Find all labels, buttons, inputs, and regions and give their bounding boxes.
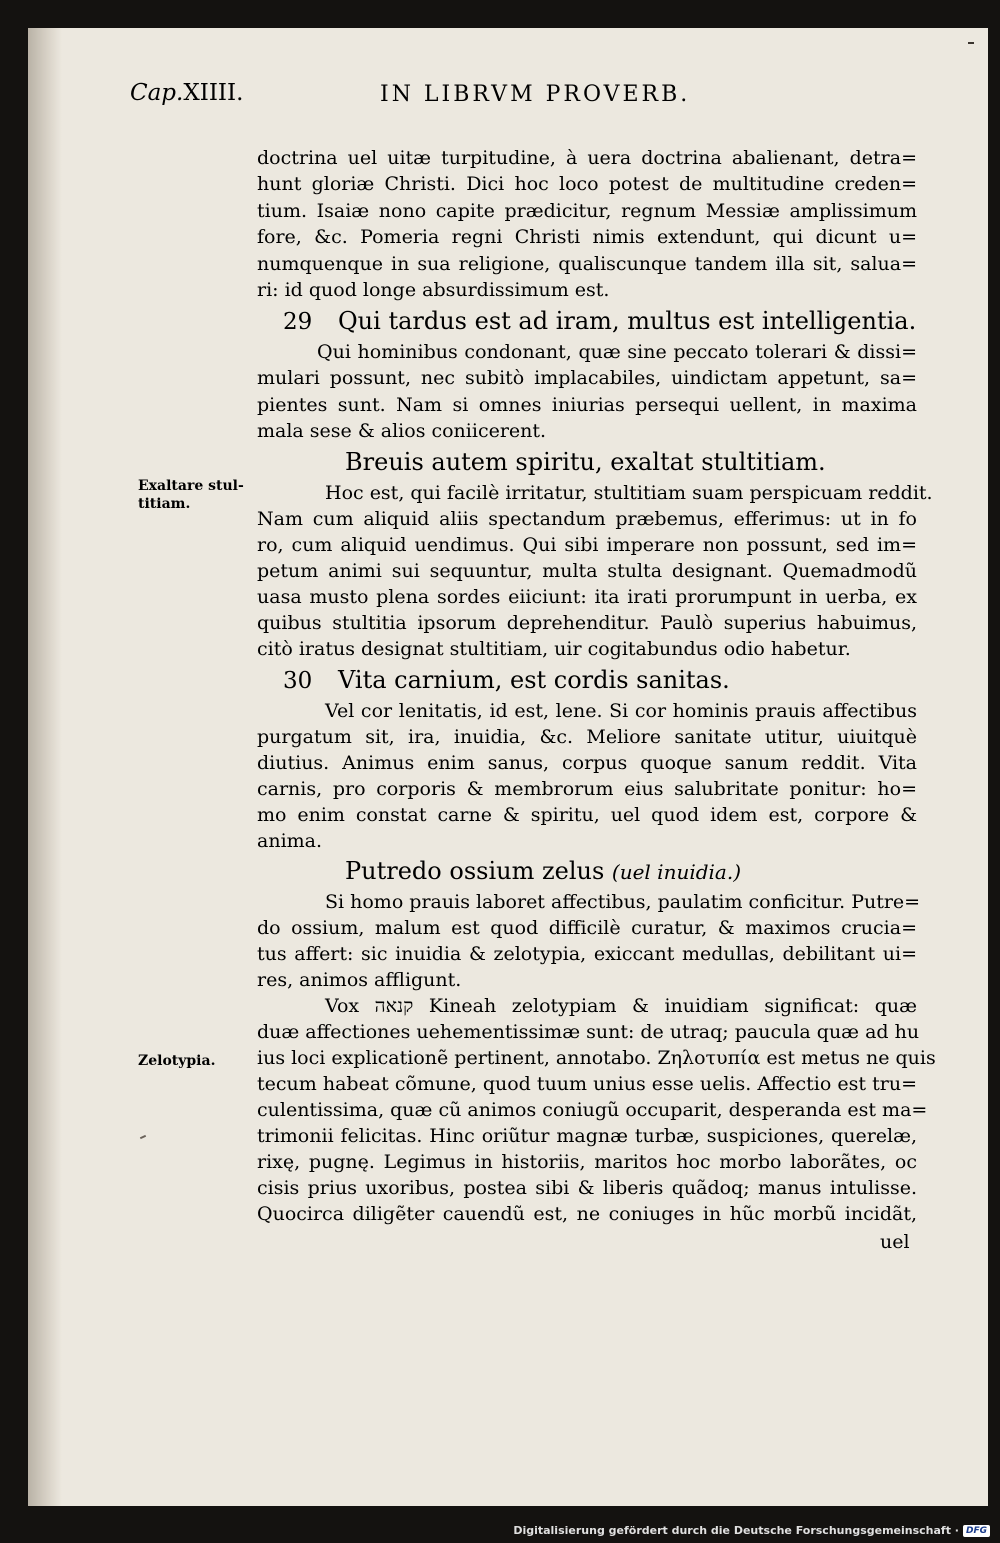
page-edge-mark: [968, 42, 974, 44]
text-line: purgatum sit, ira, inuidia, &c. Meliore sanitate utitur, uiuitquè: [257, 726, 917, 748]
verse-gloss: (uel inuidia.): [611, 860, 742, 884]
margin-note-line: Exaltare stul-: [138, 478, 244, 494]
verse-heading: [345, 856, 845, 887]
text-line: carnis, pro corporis & membrorum eius salubritate ponitur: ho=: [257, 778, 917, 800]
chapter-number: XIIII.: [183, 80, 244, 106]
text-line: tium. Isaiæ nono capite prædicitur, regnum Messiæ amplissimum: [257, 200, 917, 222]
chapter-prefix: Cap.: [130, 80, 184, 106]
text-line: mulari possunt, nec subitò implacabiles, uindictam appetunt, sa=: [257, 367, 917, 389]
text-line: trimonii felicitas. Hinc oriũtur magnæ turbæ, suspiciones, querelæ,: [257, 1125, 917, 1147]
text-line: tecum habeat cõmune, quod tuum unius esse uelis. Affectio est tru=: [257, 1073, 917, 1095]
text-line: Quocirca diligẽter cauendũ est, ne coniuges in hũc morbũ incidãt,: [257, 1203, 917, 1225]
text-line: Nam cum aliquid aliis spectandum præbemus, efferimus: ut in fo: [257, 508, 917, 530]
text-line: do ossium, malum est quod difficilè curatur, & maximos crucia=: [257, 917, 917, 939]
text-line: petum animi sui sequuntur, multa stulta designant. Quemadmodũ: [257, 560, 917, 582]
verse-text: Vita carnium, est cordis sanitas.: [338, 666, 730, 694]
text-line: Qui hominibus condonant, quæ sine peccato tolerari & dissi=: [317, 341, 917, 363]
text-line: ius loci explicationẽ pertinent, annotabo. Ζηλοτυπία est metus ne quis: [257, 1047, 936, 1069]
ink-mark: [140, 1135, 146, 1139]
footer-text: Digitalisierung gefördert durch die Deutsche Forschungsgemeinschaft ·: [513, 1524, 959, 1537]
digitization-footer: [513, 1524, 990, 1537]
text-line: cisis prius uxoribus, postea sibi & liberis quãdoq; manus intulisse.: [257, 1177, 917, 1199]
verse-number: 30: [283, 668, 313, 694]
text-line: pientes sunt. Nam si omnes iniurias persequi uellent, in maxima: [257, 394, 917, 416]
text-line: hunt gloriæ Christi. Dici hoc loco potest de multitudine creden=: [257, 173, 917, 195]
text-line: numquenque in sua religione, qualiscunque tandem illa sit, salua=: [257, 253, 917, 275]
text-line: culentissima, quæ cũ animos coniugũ occuparit, desperanda est ma=: [257, 1099, 928, 1121]
text-line: fore, &c. Pomeria regni Christi nimis extendunt, qui dicunt u=: [257, 226, 917, 248]
page-gutter-shadow: [28, 28, 62, 1506]
verse-text: Qui tardus est ad iram, multus est intelligentia.: [338, 307, 917, 335]
text-line: duæ affectiones uehementissimæ sunt: de utraq; paucula quæ ad hu: [257, 1021, 920, 1043]
running-title: IN LIBRVM PROVERB.: [380, 82, 691, 107]
text-line: mo enim constat carne & spiritu, uel quod idem est, corpore &: [257, 804, 917, 826]
verse-heading: [283, 665, 943, 696]
margin-note: [138, 477, 244, 513]
dfg-logo: DFG: [963, 1525, 990, 1537]
verse-heading: [283, 306, 943, 337]
margin-note: Zelotypia.: [138, 1053, 216, 1069]
catchword: uel: [880, 1231, 910, 1253]
text-line: rixę, pugnę. Legimus in historiis, maritos hoc morbo laborãtes, oc: [257, 1151, 917, 1173]
verse-text: Putredo ossium zelus: [345, 857, 605, 885]
text-line: doctrina uel uitæ turpitudine, à uera doctrina abalienant, detra=: [257, 147, 917, 169]
text-line: ri: id quod longe absurdissimum est.: [257, 279, 610, 301]
text-line: mala sese & alios coniicerent.: [257, 420, 547, 442]
text-line: quibus stultitia ipsorum deprehenditur. Paulò superius habuimus,: [257, 612, 917, 634]
verse-heading: Breuis autem spiritu, exaltat stultitiam.: [345, 448, 826, 476]
page-header: [130, 80, 930, 114]
text-line: ro, cum aliquid uendimus. Qui sibi imperare non possunt, sed im=: [257, 534, 917, 556]
verse-number: 29: [283, 309, 313, 335]
text-line: Hoc est, qui facilè irritatur, stultitiam suam perspicuam reddit.: [325, 482, 933, 504]
text-line: Vel cor lenitatis, id est, lene. Si cor hominis prauis affectibus: [325, 700, 917, 722]
text-line: Si homo prauis laboret affectibus, paulatim conficitur. Putre=: [325, 891, 921, 913]
text-line: uasa musto plena sordes eiiciunt: ita irati prorumpunt in uerba, ex: [257, 586, 917, 608]
text-line: tus affert: sic inuidia & zelotypia, exiccant medullas, debilitant ui=: [257, 943, 917, 965]
text-line: anima.: [257, 830, 323, 852]
text-line: diutius. Animus enim sanus, corpus quoque sanum reddit. Vita: [257, 752, 917, 774]
margin-note-line: titiam.: [138, 496, 191, 512]
chapter-heading: [130, 80, 243, 106]
text-line: res, animos affligunt.: [257, 969, 462, 991]
text-line: Vox קנאה Kineah zelotypiam & inuidiam significat: quæ: [325, 995, 917, 1017]
text-line: citò iratus designat stultitiam, uir cogitabundus odio habetur.: [257, 638, 851, 660]
